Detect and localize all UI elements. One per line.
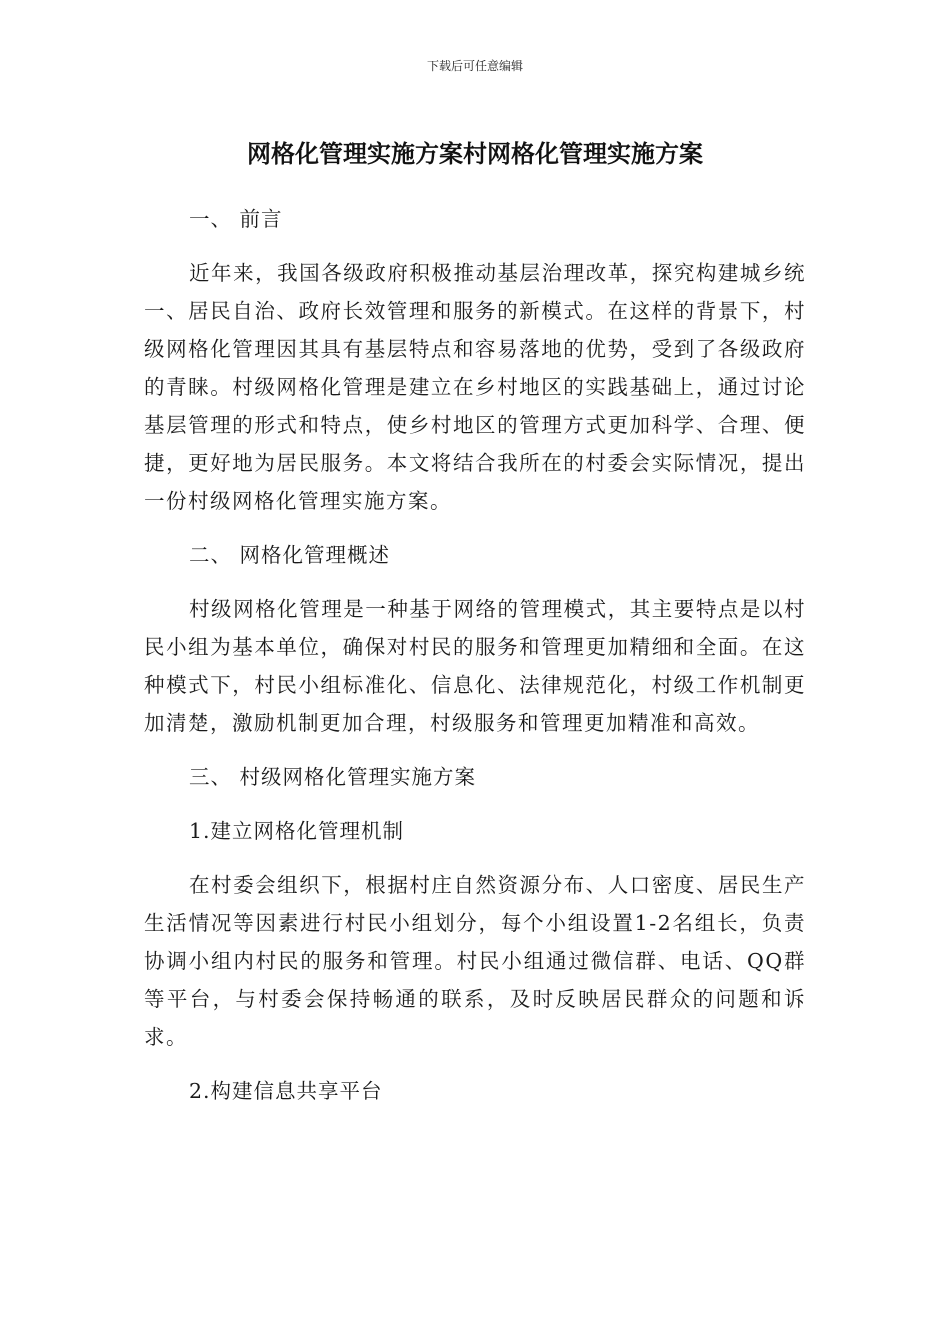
subsection-heading-platform: 2.构建信息共享平台 [189, 1079, 383, 1103]
section-heading-overview: 二、 网格化管理概述 [189, 543, 391, 567]
document-body [144, 200, 806, 1110]
paragraph-mechanism: 在村委会组织下，根据村庄自然资源分布、人口密度、居民生产生活情况等因素进行村民小组划分，每个小组设置1-2名组长，负责协调小组内村民的服务和管理。村民小组通过微信群、电话、QQ群等平台，与村委会保持畅通的联系，及时反映居民群众的问题和诉求。 [144, 873, 806, 1049]
paragraph-preface: 近年来，我国各级政府积极推动基层治理改革，探究构建城乡统一、居民自治、政府长效管理和服务的新模式。在这样的背景下，村级网格化管理因其具有基层特点和容易落地的优势，受到了各级政府的青睐。村级网格化管理是建立在乡村地区的实践基础上，通过讨论基层管理的形式和特点，使乡村地区的管理方式更加科学、合理、便捷，更好地为居民服务。本文将结合我所在的村委会实际情况，提出一份村级网格化管理实施方案。 [144, 261, 806, 513]
document-title: 网格化管理实施方案村网格化管理实施方案 [247, 140, 703, 168]
paragraph-overview: 村级网格化管理是一种基于网络的管理模式，其主要特点是以村民小组为基本单位，确保对村民的服务和管理更加精细和全面。在这种模式下，村民小组标准化、信息化、法律规范化，村级工作机制更加清楚，激励机制更加合理，村级服务和管理更加精准和高效。 [144, 597, 806, 735]
header-note: 下载后可任意编辑 [426, 59, 523, 73]
section-heading-preface: 一、 前言 [189, 207, 283, 231]
section-heading-plan: 三、 村级网格化管理实施方案 [189, 765, 477, 789]
subsection-heading-mechanism: 1.建立网格化管理机制 [189, 819, 405, 843]
